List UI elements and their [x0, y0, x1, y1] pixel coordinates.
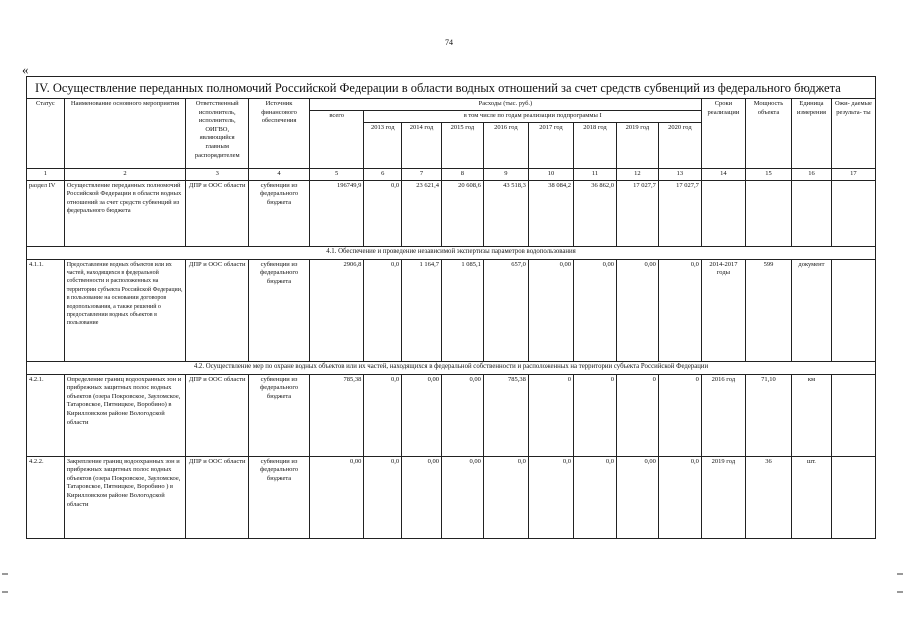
- row-measure: Закрепление границ водоохранных зон и прибрежных защитных полос водных объектов (озера Покровское, Зауломское, Татаровское, Пятницкое, Воробино ) в Кирилловском районе Вологодской области: [64, 456, 186, 538]
- row-year-value: 0,0: [483, 456, 528, 538]
- subsection-heading: 4.2. Осуществление мер по охране водных объектов или их частей, находящихся в федеральной собственности и расположенных на территории субъекта Российской Федерации: [27, 361, 876, 374]
- column-number: 10: [528, 169, 573, 181]
- header-year: 2019 год: [616, 123, 658, 169]
- column-number: 16: [792, 169, 832, 181]
- row-status: 4.2.2.: [27, 456, 65, 538]
- row-executor: ДПР и ООС области: [186, 259, 249, 361]
- header-year: 2018 год: [573, 123, 616, 169]
- row-year-value: 17 027,7: [616, 180, 658, 246]
- header-expenses: Расходы (тыс. руб.): [309, 99, 701, 111]
- row-source: субвенции из федерального бюджета: [249, 374, 310, 456]
- row-measure: Определение границ водоохранных зон и прибрежных защитных полос водных объектов (озера Покровское, Зауломское, Татаровское, Пятницкое, Воробино) в Кирилловском районе Вологодской области: [64, 374, 186, 456]
- row-source: субвенции из федерального бюджета: [249, 456, 310, 538]
- row-status: раздел IV: [27, 180, 65, 246]
- header-period: Сроки реализации: [701, 99, 745, 169]
- subsection-heading: 4.1. Обеспечение и проведение независимой экспертизы параметров водопользования: [27, 246, 876, 259]
- row-status: 4.1.1.: [27, 259, 65, 361]
- row-year-value: 0,00: [441, 456, 483, 538]
- section-title: IV. Осуществление переданных полномочий Российской Федерации в области водных отношений за счет средств субвенций из федерального бюджета: [26, 76, 876, 98]
- header-year: 2015 год: [441, 123, 483, 169]
- row-status: 4.2.1.: [27, 374, 65, 456]
- column-number: 8: [441, 169, 483, 181]
- column-number: 12: [616, 169, 658, 181]
- row-year-value: 0,00: [573, 259, 616, 361]
- row-source: субвенции из федерального бюджета: [249, 259, 310, 361]
- column-number: 9: [483, 169, 528, 181]
- column-number: 3: [186, 169, 249, 181]
- header-year: 2020 год: [658, 123, 701, 169]
- column-number: 4: [249, 169, 310, 181]
- row-total: 0,00: [309, 456, 363, 538]
- row-capacity: 71,10: [745, 374, 791, 456]
- row-year-value: 0,00: [616, 259, 658, 361]
- row-year-value: 0,0: [528, 456, 573, 538]
- row-period: 2014-2017 годы: [701, 259, 745, 361]
- row-year-value: 0,00: [402, 456, 442, 538]
- row-year-value: 0,0: [364, 259, 402, 361]
- header-year: 2016 год: [483, 123, 528, 169]
- column-number: 7: [402, 169, 442, 181]
- header-status: Статус: [27, 99, 65, 169]
- header-unit: Единица измерения: [792, 99, 832, 169]
- header-year: 2017 год: [528, 123, 573, 169]
- row-measure: Предоставление водных объектов или их частей, находящихся в федеральной собственности и расположенных на территории субъекта Российской Федерации, в пользование на основании договоров водопользования, а также решений о предоставлении водных объектов в пользование: [64, 259, 186, 361]
- row-year-value: 657,0: [483, 259, 528, 361]
- column-number: 1: [27, 169, 65, 181]
- row-year-value: 0,00: [616, 456, 658, 538]
- row-capacity: 599: [745, 259, 791, 361]
- column-number: 11: [573, 169, 616, 181]
- header-measure: Наименование основного мероприятия: [64, 99, 186, 169]
- row-capacity: 36: [745, 456, 791, 538]
- column-number: 2: [64, 169, 186, 181]
- row-year-value: 23 621,4: [402, 180, 442, 246]
- row-period: 2016 год: [701, 374, 745, 456]
- row-executor: ДПР и ООС области: [186, 456, 249, 538]
- row-year-value: 0,00: [441, 374, 483, 456]
- row-total: 196749,9: [309, 180, 363, 246]
- row-year-value: 17 027,7: [658, 180, 701, 246]
- row-period: 2019 год: [701, 456, 745, 538]
- row-year-value: 0,0: [658, 456, 701, 538]
- row-year-value: 0,0: [573, 456, 616, 538]
- row-total: 785,38: [309, 374, 363, 456]
- row-source: субвенции из федерального бюджета: [249, 180, 310, 246]
- row-executor: ДПР и ООС области: [186, 180, 249, 246]
- row-year-value: 0,0: [658, 259, 701, 361]
- quote-mark: «: [22, 62, 29, 77]
- row-year-value: 0: [658, 374, 701, 456]
- row-year-value: 0: [616, 374, 658, 456]
- row-year-value: 785,38: [483, 374, 528, 456]
- row-total: 2906,8: [309, 259, 363, 361]
- header-executor: Ответственный исполнитель, исполнитель, ОИГВО, являющийся главным распорядителем: [186, 99, 249, 169]
- row-year-value: 43 518,3: [483, 180, 528, 246]
- row-year-value: 36 862,0: [573, 180, 616, 246]
- header-results: Ожи- даемые результа- ты: [831, 99, 875, 169]
- row-year-value: 38 084,2: [528, 180, 573, 246]
- row-measure: Осуществление переданных полномочий Российской Федерации в области водных отношений за счет средств субвенций из федерального бюджета: [64, 180, 186, 246]
- row-year-value: 0,0: [364, 180, 402, 246]
- header-capacity: Мощность объекта: [745, 99, 791, 169]
- header-year: 2014 год: [402, 123, 442, 169]
- row-unit: шт.: [792, 456, 832, 538]
- header-by-years: в том числе по годам реализации подпрограммы I: [364, 111, 702, 123]
- row-year-value: 1 164,7: [402, 259, 442, 361]
- column-number: 17: [831, 169, 875, 181]
- column-number: 13: [658, 169, 701, 181]
- row-year-value: 0: [573, 374, 616, 456]
- page-number: 74: [445, 38, 453, 47]
- row-unit: км: [792, 374, 832, 456]
- row-year-value: 0,0: [364, 456, 402, 538]
- header-source: Источник финансового обеспечения: [249, 99, 310, 169]
- row-unit: документ: [792, 259, 832, 361]
- column-number: 15: [745, 169, 791, 181]
- row-executor: ДПР и ООС области: [186, 374, 249, 456]
- row-year-value: 20 608,6: [441, 180, 483, 246]
- column-number: 14: [701, 169, 745, 181]
- header-total: всего: [309, 111, 363, 169]
- row-year-value: 1 085,1: [441, 259, 483, 361]
- row-year-value: 0,00: [402, 374, 442, 456]
- row-year-value: 0,00: [528, 259, 573, 361]
- column-number: 6: [364, 169, 402, 181]
- row-year-value: 0: [528, 374, 573, 456]
- column-number: 5: [309, 169, 363, 181]
- header-year: 2013 год: [364, 123, 402, 169]
- row-year-value: 0,0: [364, 374, 402, 456]
